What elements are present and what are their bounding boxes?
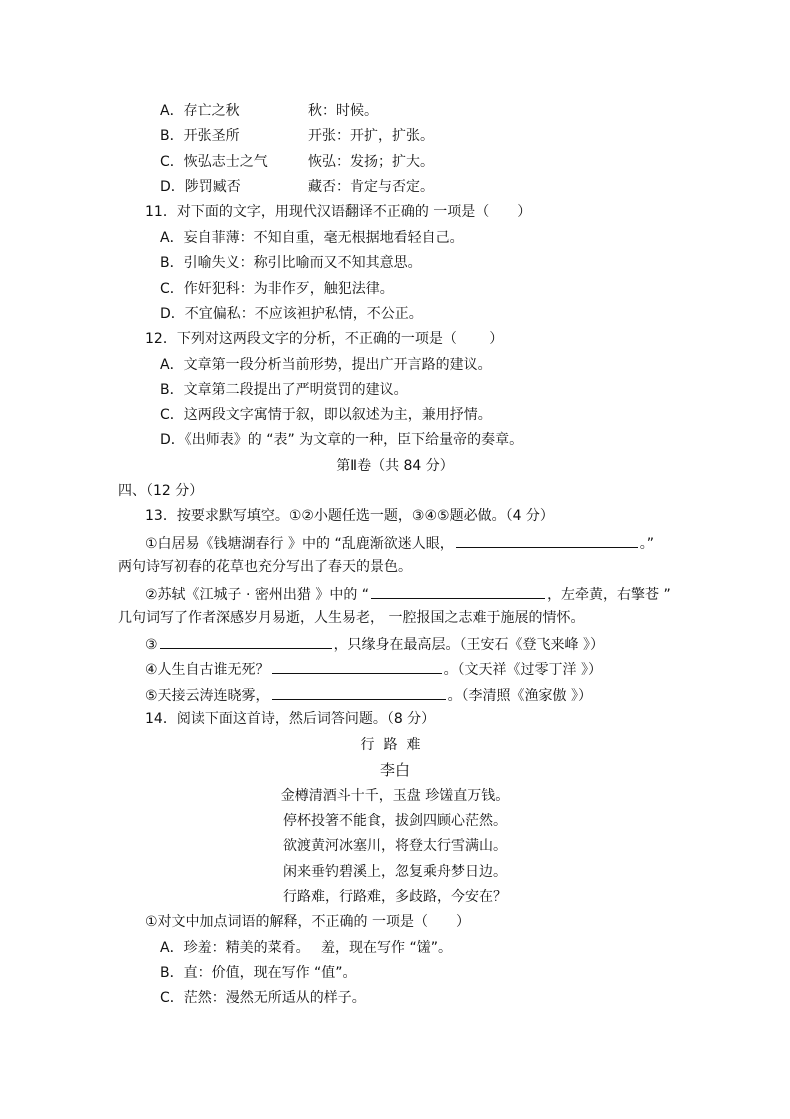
- poem-title: 行路难: [360, 737, 430, 753]
- q13-item2-suffix: ，左牵黄，右擎苍 ”: [547, 587, 671, 603]
- q13-item3-suffix: ，只缘身在最高层。（王安石《登飞来峰 》）: [333, 637, 605, 653]
- q13-item4: [145, 658, 602, 678]
- poem-line: 金樽清酒斗十千，玉盘 珍馐直万钱。: [280, 788, 510, 804]
- q13-stem: 13．按要求默写填空。①②小题任选一题，③④⑤题必做。（4 分）: [145, 508, 554, 524]
- poem-line: 停杯投箸不能食，拔剑四顾心茫然。: [283, 813, 507, 829]
- q14-stem: 14．阅读下面这首诗，然后词答问题。（8 分）: [145, 711, 436, 727]
- q13-item2-continuation: 几句词写了作者深感岁月易逝，人生易老， 一腔报国之志难于施展的情怀。: [118, 610, 585, 626]
- q13-item2-blank[interactable]: [371, 583, 545, 599]
- q12-option-d: D．《出师表》的 “表” 为文章的一种，臣下给量帝的奏章。: [160, 432, 524, 448]
- q13-item1-suffix: 。”: [639, 536, 654, 552]
- q11-option-a: A．妄自菲薄：不知自重，毫无根据地看轻自己。: [160, 230, 464, 246]
- q10-option-b-gloss: 开张：开扩，扩张。: [308, 128, 434, 144]
- q13-item4-blank[interactable]: [272, 658, 442, 674]
- q13-item1: [145, 532, 654, 552]
- q13-item3: [145, 633, 604, 653]
- q13-item1-continuation: 两句诗写初春的花草也充分写出了春天的景色。: [118, 559, 412, 575]
- q13-item5-suffix: 。（李清照《渔家傲 》）: [447, 688, 593, 704]
- q10-option-b-term: B．开张圣所: [160, 128, 240, 144]
- q10-option-b: [160, 126, 434, 146]
- q10-option-a-gloss: 秋：时候。: [308, 103, 378, 119]
- q12-option-a: A．文章第一段分析当前形势，提出广开言路的建议。: [160, 357, 492, 373]
- q13-item4-prefix: ④人生自古谁无死？: [145, 662, 270, 678]
- q10-option-d-gloss: 藏否：肯定与否定。: [308, 179, 434, 195]
- q11-option-c: C．作奸犯科：为非作歹，触犯法律。: [160, 281, 394, 297]
- q10-option-c-term: C．恢弘志士之气: [160, 154, 268, 170]
- q13-item5-prefix: ⑤天接云涛连晓雾，: [145, 688, 270, 704]
- q14-sub1-option-a: A．珍羞：精美的菜肴。 羞，现在写作 “馐”。: [160, 940, 452, 956]
- q10-option-d: [160, 177, 434, 197]
- q14-sub1-option-c: C．茫然：漫然无所适从的样子。: [160, 990, 366, 1006]
- q13-item4-suffix: 。（文天祥《过零丁洋 》）: [443, 662, 603, 678]
- q10-option-d-term: D．陟罚臧否: [160, 179, 241, 195]
- section4-heading: 四、（12 分）: [118, 483, 204, 499]
- poem-line: 欲渡黄河冰塞川，将登太行雪满山。: [283, 838, 507, 854]
- poem-author: 李白: [379, 761, 410, 779]
- poem-line: 行路难，行路难，多歧路，今安在？: [283, 889, 507, 905]
- q12-stem: 12．下列对这两段文字的分析，不正确的一项是（ ）: [145, 331, 504, 347]
- q13-item1-blank[interactable]: [456, 532, 638, 548]
- q13-item2-prefix: ②苏轼《江城子 · 密州出猎 》中的 “: [145, 587, 370, 603]
- q10-option-c: [160, 152, 434, 172]
- q12-option-c: C．这两段文字寓情于叙，即以叙述为主，兼用抒情。: [160, 407, 492, 423]
- q13-item2: [145, 583, 671, 603]
- q14-sub1-stem: ①对文中加点词语的解释，不正确的 一项是（ ）: [145, 914, 470, 930]
- q13-item1-prefix: ①白居易《钱塘湖春行 》中的 “乱鹿渐欲迷人眼，: [145, 536, 454, 552]
- q10-option-a: [160, 101, 378, 121]
- q11-option-b: B．引喻失义：称引比喻而又不知其意思。: [160, 255, 422, 271]
- q11-stem: 11．对下面的文字，用现代汉语翻译不正确的 一项是（ ）: [145, 204, 532, 220]
- q13-item5-blank[interactable]: [272, 684, 446, 700]
- q13-item3-prefix: ③: [145, 637, 158, 653]
- volume2-heading: 第Ⅱ卷（共 84 分）: [336, 458, 454, 474]
- q10-option-a-term: A．存亡之秋: [160, 103, 240, 119]
- q14-sub1-option-b: B．直：价值，现在写作 “值”。: [160, 965, 357, 981]
- q13-item3-blank[interactable]: [160, 633, 332, 649]
- q10-option-c-gloss: 恢弘：发扬；扩大。: [308, 154, 434, 170]
- q12-option-b: B．文章第二段提出了严明赏罚的建议。: [160, 382, 408, 398]
- q13-item5: [145, 684, 592, 704]
- q11-option-d: D．不宜偏私：不应该袒护私情，不公正。: [160, 306, 423, 322]
- poem-line: 闲来垂钓碧溪上，忽复乘舟梦日边。: [283, 864, 507, 880]
